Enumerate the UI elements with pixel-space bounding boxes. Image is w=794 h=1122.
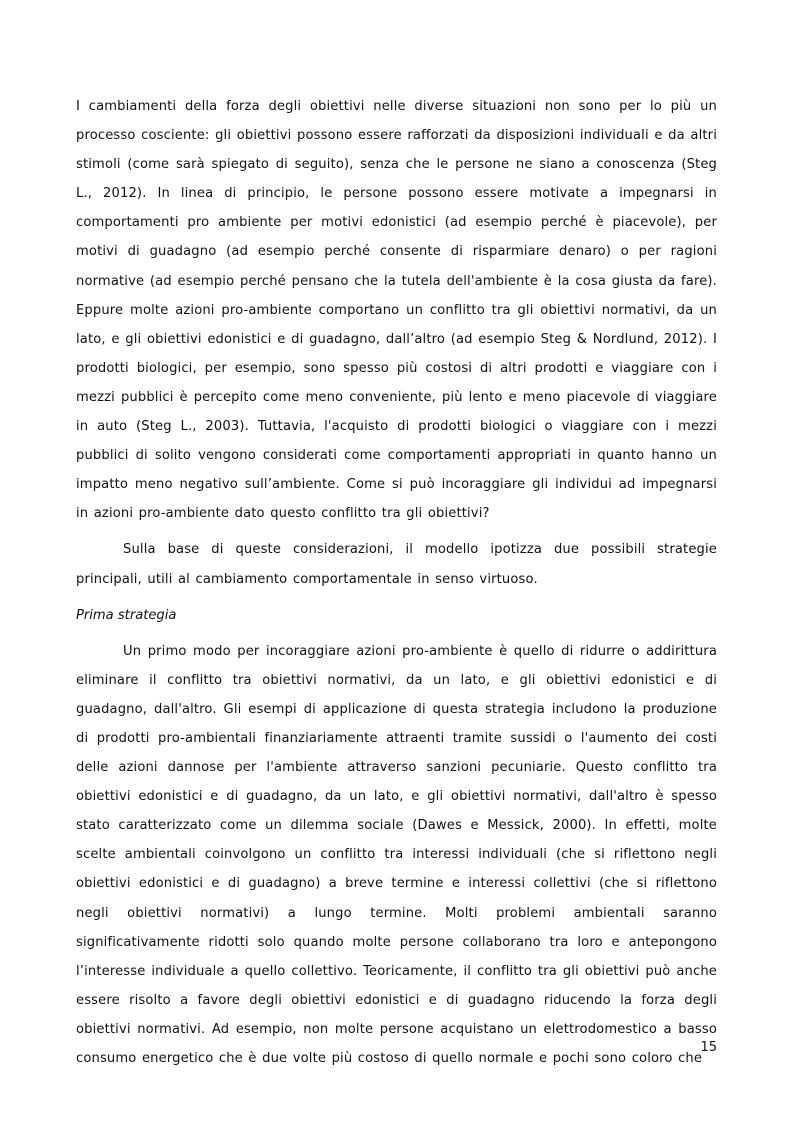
paragraph-2: Sulla base di queste considerazioni, il modello ipotizza due possibili strategie principali, utili al cambiamento comportamentale in senso virtuoso. — [76, 542, 717, 587]
page-number: 15 — [700, 1040, 717, 1055]
section-heading: Prima strategia — [76, 607, 177, 623]
paragraph-3: Un primo modo per incoraggiare azioni pro-ambiente è quello di ridurre o addirittura eliminare il conflitto tra obiettivi normativi, da un lato, e gli obiettivi edonistici e di guadagno, dall'altro. Gli esempi di applicazione di questa strategia includono la produzione di prodotti pro-ambientali finanziariamente attraenti tramite sussidi o l'aumento dei costi delle azioni dannose per l'ambiente attraverso sanzioni pecuniarie. Questo conflitto tra obiettivi edonistici e di guadagno, da un lato, e gli obiettivi normativi, dall'altro è spesso stato caratterizzato come un dilemma sociale (Dawes e Messick, 2000). In effetti, molte scelte ambientali coinvolgono un conflitto tra interessi individuali (che si riflettono negli obiettivi edonistici e di guadagno) a breve termine e interessi collettivi (che si riflettono negli obiettivi normativi) a lungo termine. Molti problemi ambientali saranno significativamente ridotti solo quando molte persone collaborano tra loro e antepongono l’interesse individuale a quello collettivo. Teoricamente, il conflitto tra gli obiettivi può anche essere risolto a favore degli obiettivi edonistici e di guadagno riducendo la forza degli obiettivi normativi. Ad esempio, non molte persone acquistano un elettrodomestico a basso consumo energetico che è due volte più costoso di quello normale e pochi sono coloro che — [76, 643, 717, 1066]
body-text — [76, 92, 717, 1073]
paragraph-gap — [76, 594, 717, 601]
paragraph-gap — [76, 630, 717, 637]
paragraph-1: I cambiamenti della forza degli obiettivi nelle diverse situazioni non sono per lo più un processo cosciente: gli obiettivi possono essere rafforzati da disposizioni individuali e da altri stimoli (come sarà spiegato di seguito), senza che le persone ne siano a conoscenza (Steg L., 2012). In linea di principio, le persone possono essere motivate a impegnarsi in comportamenti pro ambiente per motivi edonistici (ad esempio perché è piacevole), per motivi di guadagno (ad esempio perché consente di risparmiare denaro) o per ragioni normative (ad esempio perché pensano che la tutela dell'ambiente è la cosa giusta da fare). Eppure molte azioni pro-ambiente comportano un conflitto tra gli obiettivi normativi, da un lato, e gli obiettivi edonistici e di guadagno, dall’altro (ad esempio Steg & Nordlund, 2012). I prodotti biologici, per esempio, sono spesso più costosi di altri prodotti e viaggiare con i mezzi pubblici è percepito come meno conveniente, più lento e meno piacevole di viaggiare in auto (Steg L., 2003). Tuttavia, l'acquisto di prodotti biologici o viaggiare con i mezzi pubblici di solito vengono considerati come comportamenti appropriati in quanto hanno un impatto meno negativo sull’ambiente. Come si può incoraggiare gli individui ad impegnarsi in azioni pro-ambiente dato questo conflitto tra gli obiettivi? — [76, 99, 717, 522]
paragraph-gap — [76, 528, 717, 535]
